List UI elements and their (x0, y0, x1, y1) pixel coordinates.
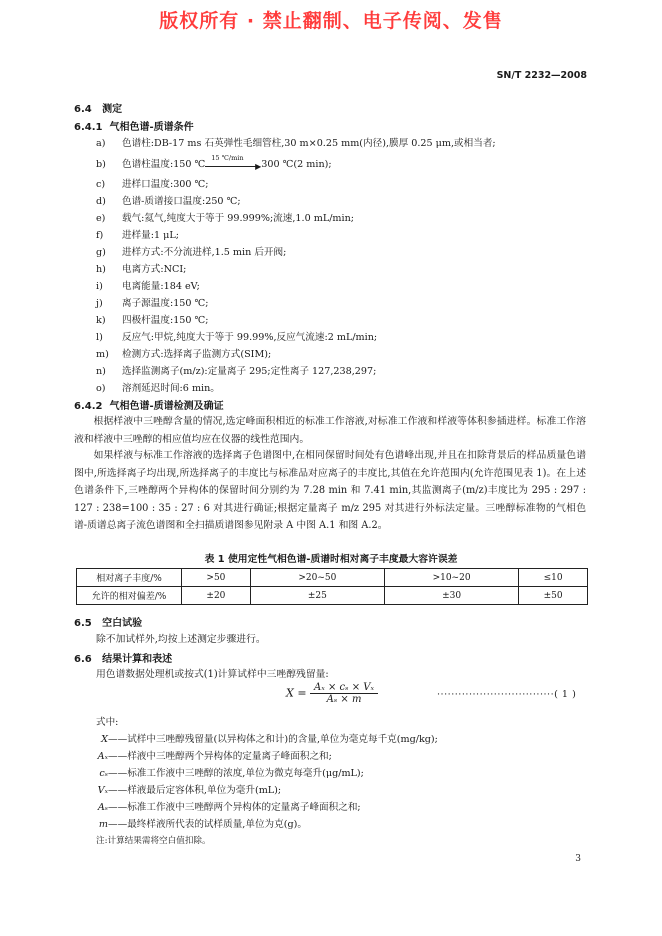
section-title: 测定 (102, 104, 123, 115)
table-cell: >10~20 (384, 569, 518, 587)
gc-item-c: c) 进样口温度:300 ℃; (96, 179, 209, 190)
paragraph-injection: 根据样液中三唑醇含量的情况,选定峰面积相近的标准工作溶液,对标准工作液和样液等体积参插进样。标准工作溶液和样液中三唑醇的相应值均应在仪器的线性范围内。 (74, 416, 586, 445)
section-number: 6.4.2 (74, 401, 103, 412)
definition-m: m——最终样液所代表的试样质量,单位为克(g)。 (98, 819, 307, 830)
section-title: 结果计算和表述 (102, 654, 173, 665)
gc-item-j: j) 离子源温度:150 ℃; (96, 298, 209, 309)
gc-item-e: e) 载气:氦气,纯度大于等于 99.999%;流速,1.0 mL/min; (96, 213, 355, 224)
section-6-4-heading (74, 100, 122, 115)
table-cell: >50 (182, 569, 251, 587)
paragraph-calculation: 用色谱数据处理机或按式(1)计算试样中三唑醇残留量: (96, 669, 329, 680)
table-row (77, 587, 588, 605)
gc-item-l: l) 反应气:甲烷,纯度大于等于 99.99%,反应气流速:2 mL/min; (96, 332, 378, 343)
residue-formula (286, 682, 378, 705)
gc-item-g: g) 进样方式:不分流进样,1.5 min 后开阀; (96, 247, 287, 258)
section-number: 6.4.1 (74, 122, 103, 133)
definition-vx: Vₓ——样液最后定容体积,单位为毫升(mL); (97, 785, 282, 796)
table-row (77, 569, 588, 587)
standard-number: SN/T 2232—2008 (496, 70, 587, 81)
gc-item-a: a) 色谱柱:DB-17 ms 石英弹性毛细管柱,30 m×0.25 mm(内径),膜厚 0.25 μm,或相当者; (96, 138, 496, 149)
table-cell: >20~50 (250, 569, 384, 587)
paragraph-confirmation: 如果样液与标准工作溶液的选择离子色谱图中,在相同保留时间处有色谱峰出现,并且在扣除背景后的样品质量色谱图中,所选择离子均出现,所选择离子的丰度比与标准品对应离子的丰度比,其值在允许范围内(允许范围见表 1)。在上述色谱条件下,三唑醇两个异构体的保留时间分别约为 7.28 min 和 7.41 min,其监测离子(m/z)丰度比为 295 : 297 : 127 : 238=100 : 35 : 27 : 6 对其进行确证;根据定量离子 m/z 295 对其进行外标法定量。三唑醇标准物的气相色谱-质谱总离子流色谱图和全扫描质谱图参见附录 A 中图 A.1 和图 A.2。 (74, 450, 586, 532)
table-cell: 允许的相对偏差/% (77, 587, 182, 605)
gc-item-o: o) 溶剂延迟时间:6 min。 (96, 383, 220, 394)
gc-item-k: k) 四极杆温度:150 ℃; (96, 315, 209, 326)
copyright-banner: 版权所有 · 禁止翻制、电子传阅、发售 (159, 10, 503, 32)
page-number: 3 (575, 854, 581, 864)
gc-item-b: b) 色谱柱温度:150 ℃ 15 ℃/min ▶ 300 ℃(2 min); (96, 153, 332, 171)
gc-item-n: n) 选择监测离子(m/z):定量离子 295;定性离子 127,238,297; (96, 366, 377, 377)
table-cell: ±20 (182, 587, 251, 605)
definition-cs: cₛ——标准工作液中三唑醇的浓度,单位为微克每毫升(μg/mL); (99, 768, 364, 779)
table-cell: ±25 (250, 587, 384, 605)
table-cell: 相对离子丰度/% (77, 569, 182, 587)
section-6-6-heading (74, 650, 172, 665)
section-title: 空白试验 (102, 618, 143, 629)
section-number: 6.6 (74, 654, 92, 665)
table-1-caption: 表 1 使用定性气相色谱-质谱时相对离子丰度最大容许误差 (204, 554, 458, 565)
formula-lhs: X = (286, 686, 307, 700)
section-6-4-1-heading (74, 118, 194, 133)
definition-ax: Aₓ——样液中三唑醇两个异构体的定量离子峰面积之和; (97, 751, 332, 762)
formula-denominator: Aₛ × m (326, 694, 362, 705)
formula-numerator: Aₓ × cₛ × Vₓ (310, 682, 378, 694)
gc-item-h: h) 电离方式:NCI; (96, 264, 187, 275)
ion-abundance-table (76, 568, 588, 605)
formula-leader: ·································( 1 ) (437, 689, 577, 700)
gc-item-m: m) 检测方式:选择离子监测方式(SIM); (96, 349, 272, 360)
equation-number: ( 1 ) (554, 689, 577, 700)
definition-x: X——试样中三唑醇残留量(以异构体之和计)的含量,单位为毫克每千克(mg/kg); (101, 734, 438, 745)
gc-item-d: d) 色谱-质谱接口温度:250 ℃; (96, 196, 241, 207)
section-number: 6.4 (74, 104, 92, 115)
section-6-5-heading (74, 614, 142, 629)
formula-fraction (310, 682, 378, 705)
gc-item-i: i) 电离能量:184 eV; (96, 281, 200, 292)
where-label: 式中: (96, 717, 119, 728)
temperature-ramp-arrow: 15 ℃/min ▶ (205, 160, 261, 170)
table-cell: ±50 (519, 587, 588, 605)
paragraph-blank-test: 除不加试样外,均按上述测定步骤进行。 (96, 634, 266, 645)
section-title: 气相色谱-质谱检测及确证 (109, 401, 224, 412)
section-title: 气相色谱-质谱条件 (109, 122, 194, 133)
definition-as: Aₛ——标准工作液中三唑醇两个异构体的定量离子峰面积之和; (97, 802, 361, 813)
table-cell: ≤10 (519, 569, 588, 587)
gc-item-f: f) 进样量:1 μL; (96, 230, 180, 241)
table-cell: ±30 (384, 587, 518, 605)
calculation-note: 注:计算结果需将空白值扣除。 (96, 836, 211, 846)
section-number: 6.5 (74, 618, 92, 629)
section-6-4-2-heading (74, 397, 224, 412)
